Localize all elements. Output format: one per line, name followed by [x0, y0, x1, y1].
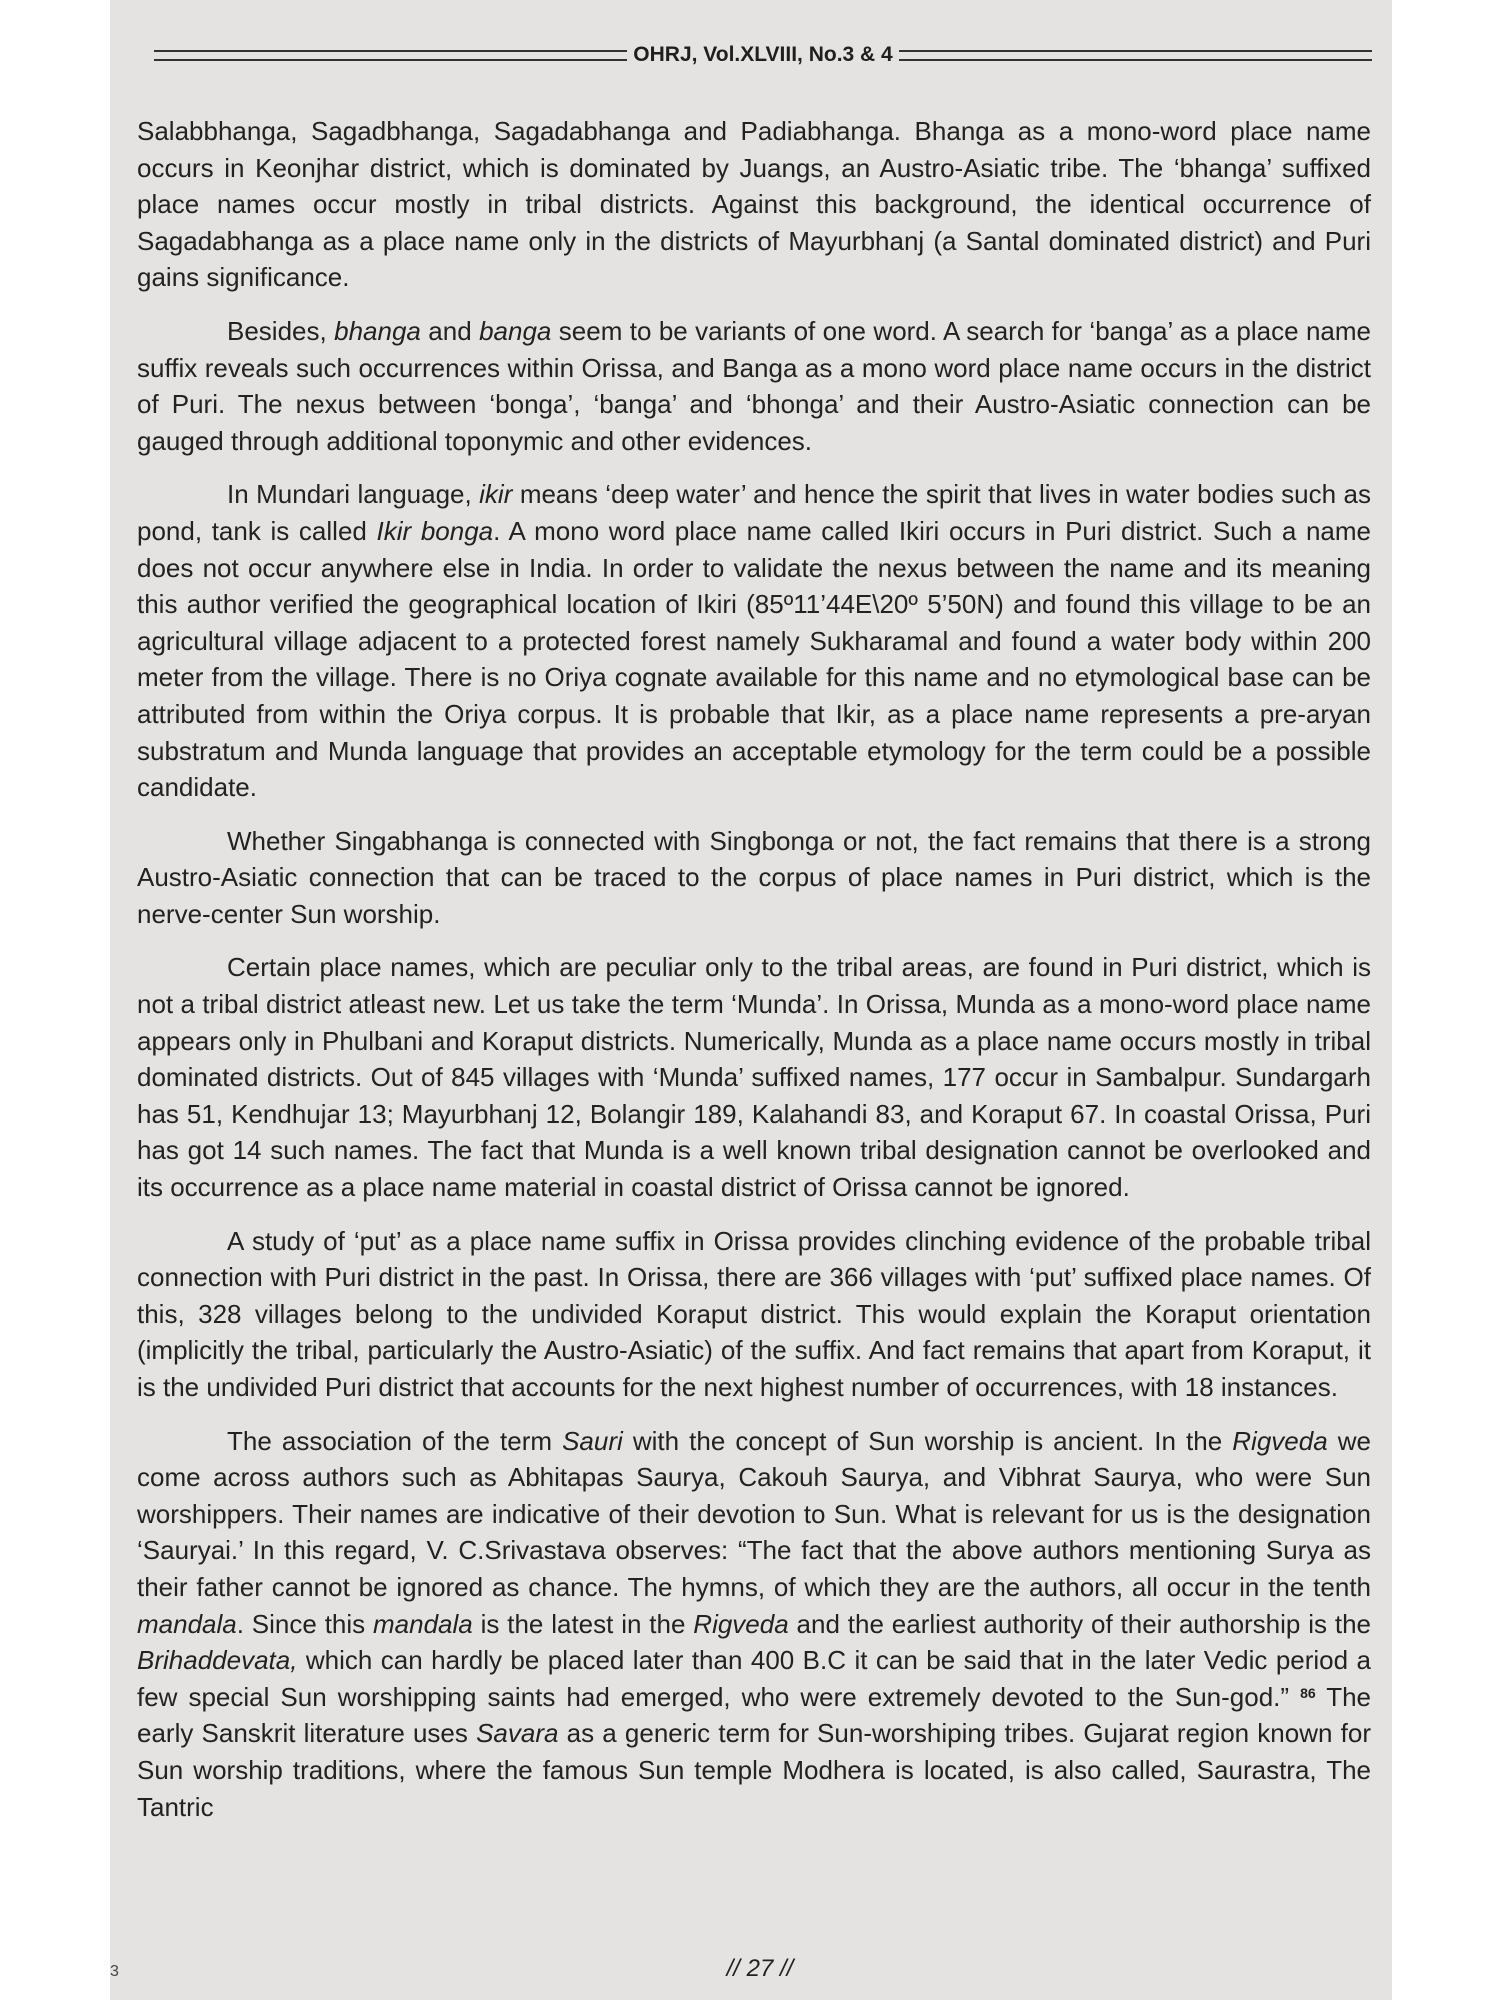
header-rule-right [899, 50, 1372, 61]
paragraph-1: Salabbhanga, Sagadbhanga, Sagadabhanga and Padiabhanga. Bhanga as a mono-word place name occurs in Keonjhar district, which is dominated by Juangs, an Austro-Asiatic tribe. The ‘bhanga’ suffixed place names occur mostly in tribal districts. Against this background, the identical occurrence of Sagadabhanga as a place name only in the districts of Mayurbhanj (a Santal dominated district) and Puri gains significance. [137, 116, 1371, 293]
journal-title: OHRJ, Vol.XLVIII, No.3 & 4 [633, 43, 893, 66]
footnote-ref: 86 [1300, 1684, 1316, 1701]
header-rule-left [154, 50, 627, 61]
running-header [154, 40, 1372, 70]
margin-mark: 3 [110, 1963, 119, 1980]
paragraph-3: In Mundari language, ikir means ‘deep water’ and hence the spirit that lives in water bodies such as pond, tank is called Ikir bonga. A mono word place name called Ikiri occurs in Puri district. Such a name does not occur anywhere else in India. In order to validate the nexus between the name and its meaning this author verified the geographical location of Ikiri (85º11’44E\20º 5’50N) and found this village to be an agricultural village adjacent to a protected forest namely Sukharamal and found a water body within 200 meter from the village. There is no Oriya cognate available for this name and no etymological base can be attributed from within the Oriya corpus. It is probable that Ikir, as a place name represents a pre-aryan substratum and Munda language that provides an acceptable etymology for the term could be a possible candidate. [137, 479, 1371, 803]
paragraph-2: Besides, bhanga and banga seem to be variants of one word. A search for ‘banga’ as a place name suffix reveals such occurrences within Orissa, and Banga as a mono word place name occurs in the district of Puri. The nexus between ‘bonga’, ‘banga’ and ‘bhonga’ and their Austro-Asiatic connection can be gauged through additional toponymic and other evidences. [137, 315, 1371, 456]
paragraph-7: The association of the term Sauri with the concept of Sun worship is ancient. In the Rigveda we come across authors such as Abhitapas Saurya, Cakouh Saurya, and Vibhrat Saurya, who were Sun worshippers. Their names are indicative of their devotion to Sun. What is relevant for us is the designation ‘Sauryai.’ In this regard, V. C.Srivastava observes: “The fact that the above authors mentioning Surya as their father cannot be ignored as chance. The hymns, of which they are the authors, all occur in the tenth mandala. Since this mandala is the latest in the Rigveda and the earliest authority of their authorship is the Brihaddevata, which can hardly be placed later than 400 B.C it can be said that in the later Vedic period a few special Sun worshipping saints had emerged, who were extremely devoted to the Sun-god.” $^{86}$ The early Sanskrit literature uses Savara as a generic term for Sun-worshiping tribes. Gujarat region known for Sun worship traditions, where the famous Sun temple Modhera is located, is also called, Saurastra, The Tantric [137, 1425, 1372, 1822]
paragraph-5: Certain place names, which are peculiar only to the tribal areas, are found in Puri district, which is not a tribal district atleast new. Let us take the term ‘Munda’. In Orissa, Munda as a mono-word place name appears only in Phulbani and Koraput districts. Numerically, Munda as a place name occurs mostly in tribal dominated districts. Out of 845 villages with ‘Munda’ suffixed names, 177 occur in Sambalpur. Sundargarh has 51, Kendhujar 13; Mayurbhanj 12, Bolangir 189, Kalahandi 83, and Koraput 67. In coastal Orissa, Puri has got 14 such names. The fact that Munda is a well known tribal designation cannot be overlooked and its occurrence as a place name material in coastal district of Orissa cannot be ignored. [137, 952, 1371, 1203]
paragraph-4: Whether Singabhanga is connected with Singbonga or not, the fact remains that there is a strong Austro-Asiatic connection that can be traced to the corpus of place names in Puri district, which is the nerve-center Sun worship. [137, 825, 1371, 929]
page-number: // 27 // [726, 1955, 794, 1982]
article-body [137, 113, 1371, 1842]
paragraph-6: A study of ‘put’ as a place name suffix in Orissa provides clinching evidence of the probable tribal connection with Puri district in the past. In Orissa, there are 366 villages with ‘put’ suffixed place names. Of this, 328 villages belong to the undivided Koraput district. This would explain the Koraput orientation (implicitly the tribal, particularly the Austro-Asiatic) of the suffix. And fact remains that apart from Koraput, it is the undivided Puri district that accounts for the next highest number of occurrences, with 18 instances. [137, 1225, 1371, 1402]
